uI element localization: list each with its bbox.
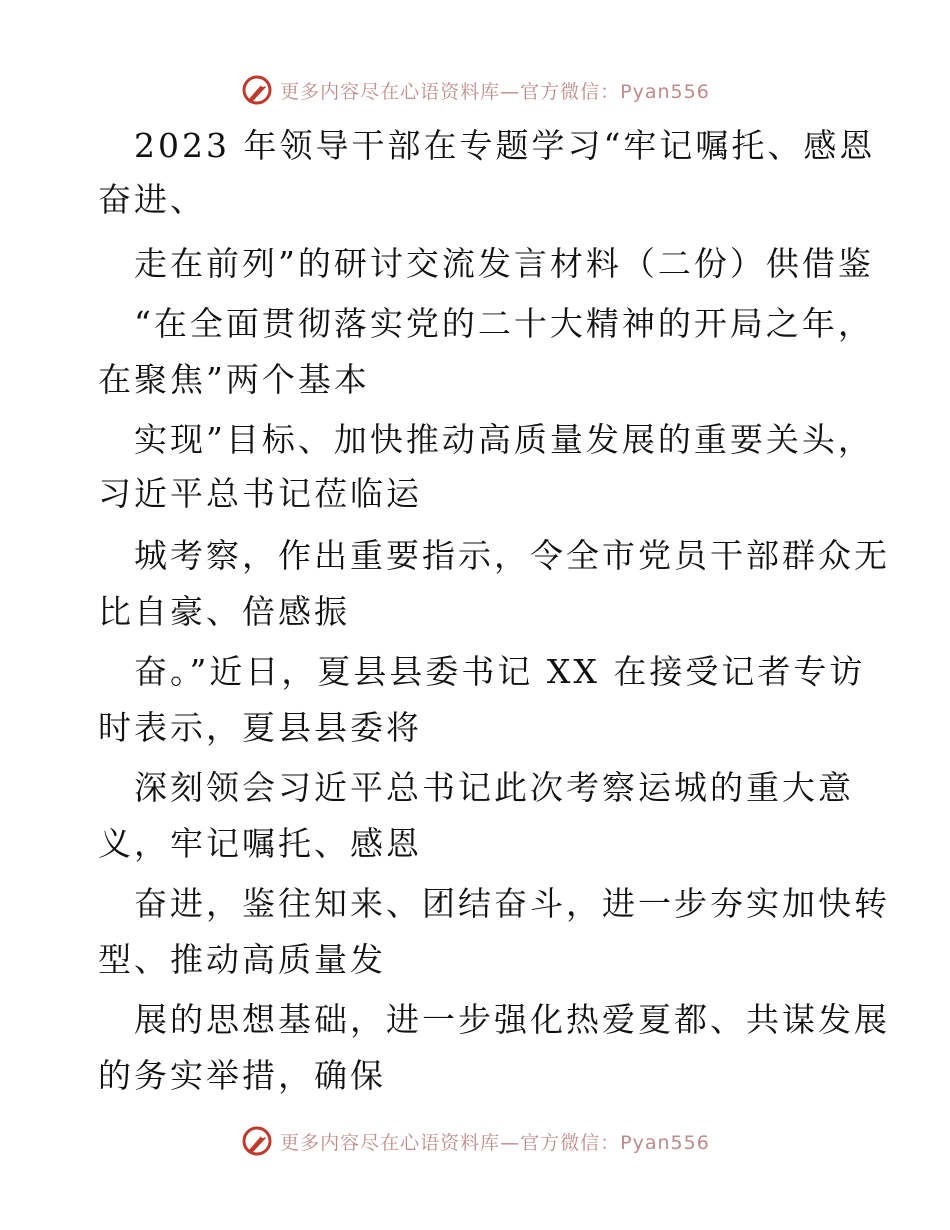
header-watermark <box>0 70 950 110</box>
text-line: 时表示，夏县县委将 <box>98 708 422 747</box>
footer-watermark <box>0 1121 950 1161</box>
text-line: 2023 年领导干部在专题学习“牢记嘱托、感恩 <box>134 126 876 165</box>
text-line: 深刻领会习近平总书记此次考察运城的重大意 <box>134 768 854 807</box>
watermark-text: 更多内容尽在心语资料库—官方微信：Pyan556 <box>280 80 710 103</box>
text-line: 实现”目标、加快推动高质量发展的重要关头， <box>134 420 874 459</box>
text-line: 奋。”近日，夏县县委书记 XX 在接受记者专访 <box>134 652 866 691</box>
text-line: 奋进，鉴往知来、团结奋斗，进一步夯实加快转 <box>134 884 890 923</box>
pen-nib-circle-icon <box>240 73 274 107</box>
pen-nib-circle-icon <box>240 1124 274 1158</box>
text-line: 城考察，作出重要指示，令全市党员干部群众无 <box>134 536 890 575</box>
text-line: 比自豪、倍感振 <box>98 592 350 631</box>
text-line: 在聚焦”两个基本 <box>98 360 370 399</box>
watermark-text: 更多内容尽在心语资料库—官方微信：Pyan556 <box>280 1131 710 1154</box>
text-line: 走在前列”的研讨交流发言材料（二份）供借鉴 <box>134 244 874 283</box>
text-line: 义，牢记嘱托、感恩 <box>98 824 422 863</box>
text-line: 型、推动高质量发 <box>98 940 386 979</box>
text-line: “在全面贯彻落实党的二十大精神的开局之年， <box>134 304 874 343</box>
text-line: 奋进、 <box>98 180 206 219</box>
text-line: 展的思想基础，进一步强化热爱夏都、共谋发展 <box>134 1000 890 1039</box>
text-line: 习近平总书记莅临运 <box>98 474 422 513</box>
text-line: 的务实举措，确保 <box>98 1056 386 1095</box>
